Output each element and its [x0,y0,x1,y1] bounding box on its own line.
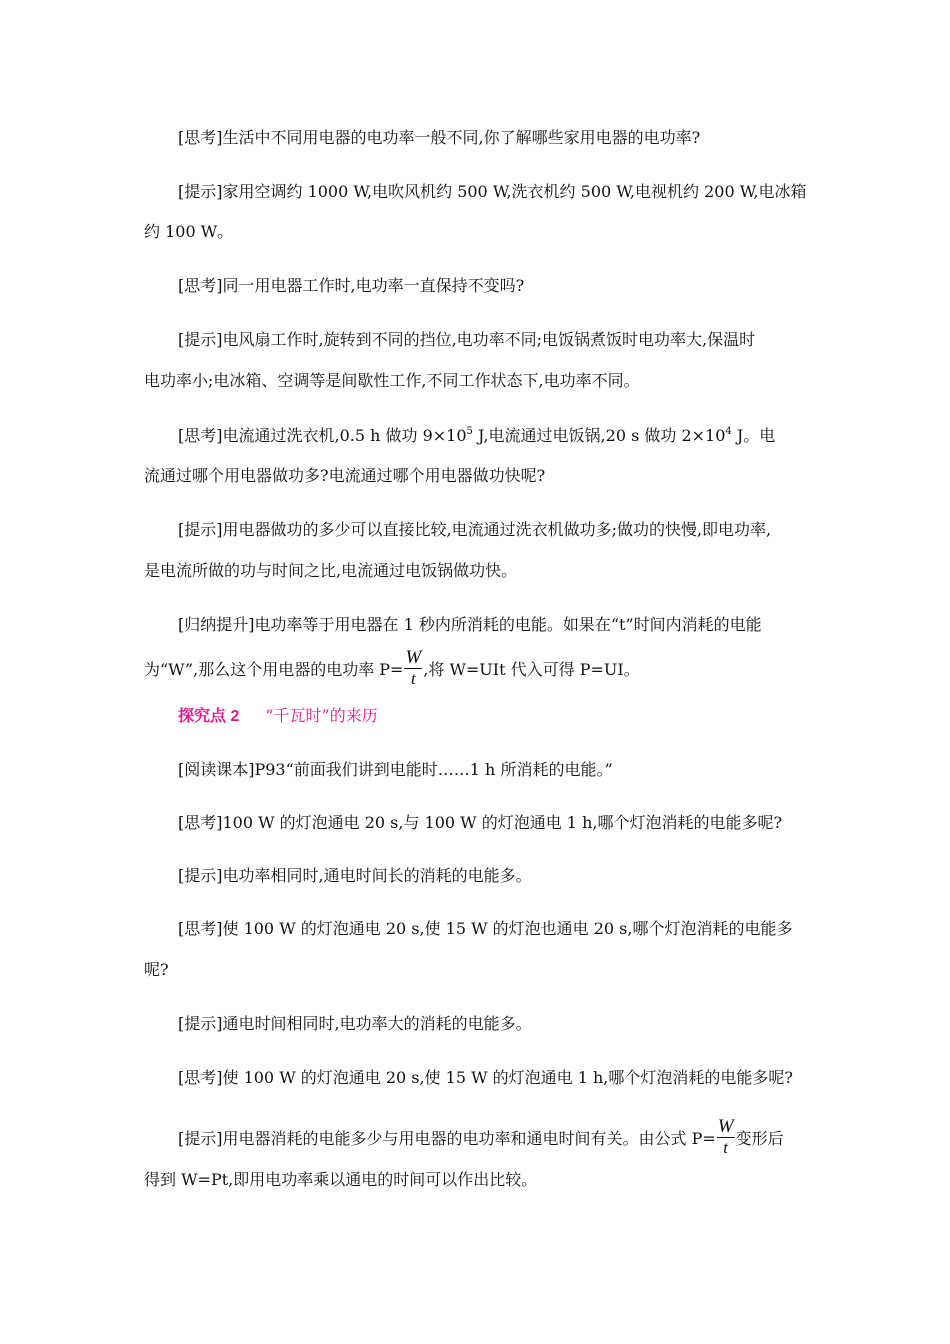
paragraph-hint-4: [提示]电功率相同时,通电时间长的消耗的电能多。 [178,866,532,885]
section-heading [178,706,378,727]
paragraph-think-4: [思考]100 W 的灯泡通电 20 s,与 100 W 的灯泡通电 1 h,哪个灯泡消耗的电能多呢? [178,813,783,832]
paragraph-hint-1-cont: 约 100 W。 [144,222,234,241]
summary-part-b: ,将 W=UIt 代入可得 P=UI。 [423,660,640,679]
think-3-part-a: [思考]电流通过洗衣机,0.5 h 做功 9×10 [178,426,467,445]
paragraph-hint-2-cont: 电功率小;电冰箱、空调等是间歇性工作,不同工作状态下,电功率不同。 [144,371,640,390]
paragraph-hint-1: [提示]家用空调约 1000 W,电吹风机约 500 W,洗衣机约 500 W,电视机约 200 W,电冰箱 [178,182,807,201]
paragraph-hint-3-cont: 是电流所做的功与时间之比,电流通过电饭锅做功快。 [144,561,518,580]
exponent-4: 4 [725,426,732,437]
paragraph-hint-5: [提示]通电时间相同时,电功率大的消耗的电能多。 [178,1014,532,1033]
paragraph-hint-6-cont: 得到 W=Pt,即用电功率乘以通电的时间可以作出比较。 [144,1170,538,1189]
formula-fraction-2 [717,1117,735,1158]
paragraph-hint-2: [提示]电风扇工作时,旋转到不同的挡位,电功率不同;电饭锅煮饭时电功率大,保温时 [178,330,756,349]
paragraph-think-1: [思考]生活中不同用电器的电功率一般不同,你了解哪些家用电器的电功率? [178,128,701,147]
paragraph-think-3-cont: 流通过哪个用电器做功多?电流通过哪个用电器做功快呢? [144,466,546,485]
summary-part-a: 为“W”,那么这个用电器的电功率 P= [144,660,404,679]
fraction-numerator-2: W [717,1116,734,1137]
paragraph-think-5-cont: 呢? [144,960,169,979]
exponent-5: 5 [466,426,473,437]
hint-6-part-b: 变形后 [735,1129,784,1148]
paragraph-think-5: [思考]使 100 W 的灯泡通电 20 s,使 15 W 的灯泡也通电 20 s,哪个灯泡消耗的电能多 [178,919,793,938]
paragraph-hint-3: [提示]用电器做功的多少可以直接比较,电流通过洗衣机做功多;做功的快慢,即电功率, [178,520,772,539]
hint-6-part-a: [提示]用电器消耗的电能多少与用电器的电功率和通电时间有关。由公式 P= [178,1129,716,1148]
paragraph-summary: [归纳提升]电功率等于用电器在 1 秒内所消耗的电能。如果在“t”时间内消耗的电能 [178,615,762,634]
fraction-denominator: t [411,669,416,688]
paragraph-think-2: [思考]同一用电器工作时,电功率一直保持不变吗? [178,276,525,295]
think-3-part-b: J,电流通过电饭锅,20 s 做功 2×10 [472,426,726,445]
fraction-denominator-2: t [723,1138,729,1157]
think-3-part-c: J。电 [731,426,776,445]
section-number: 探究点 2 [178,708,240,725]
section-title: “千瓦时”的来历 [265,706,378,725]
fraction-numerator: W [405,647,422,668]
formula-fraction [404,648,422,689]
paragraph-think-3 [178,426,775,446]
paragraph-hint-6 [178,1116,784,1160]
paragraph-think-6: [思考]使 100 W 的灯泡通电 20 s,使 15 W 的灯泡通电 1 h,哪个灯泡消耗的电能多呢? [178,1068,793,1087]
paragraph-reading: [阅读课本]P93“前面我们讲到电能时……1 h 所消耗的电能。” [178,760,613,779]
paragraph-summary-cont [144,647,640,691]
